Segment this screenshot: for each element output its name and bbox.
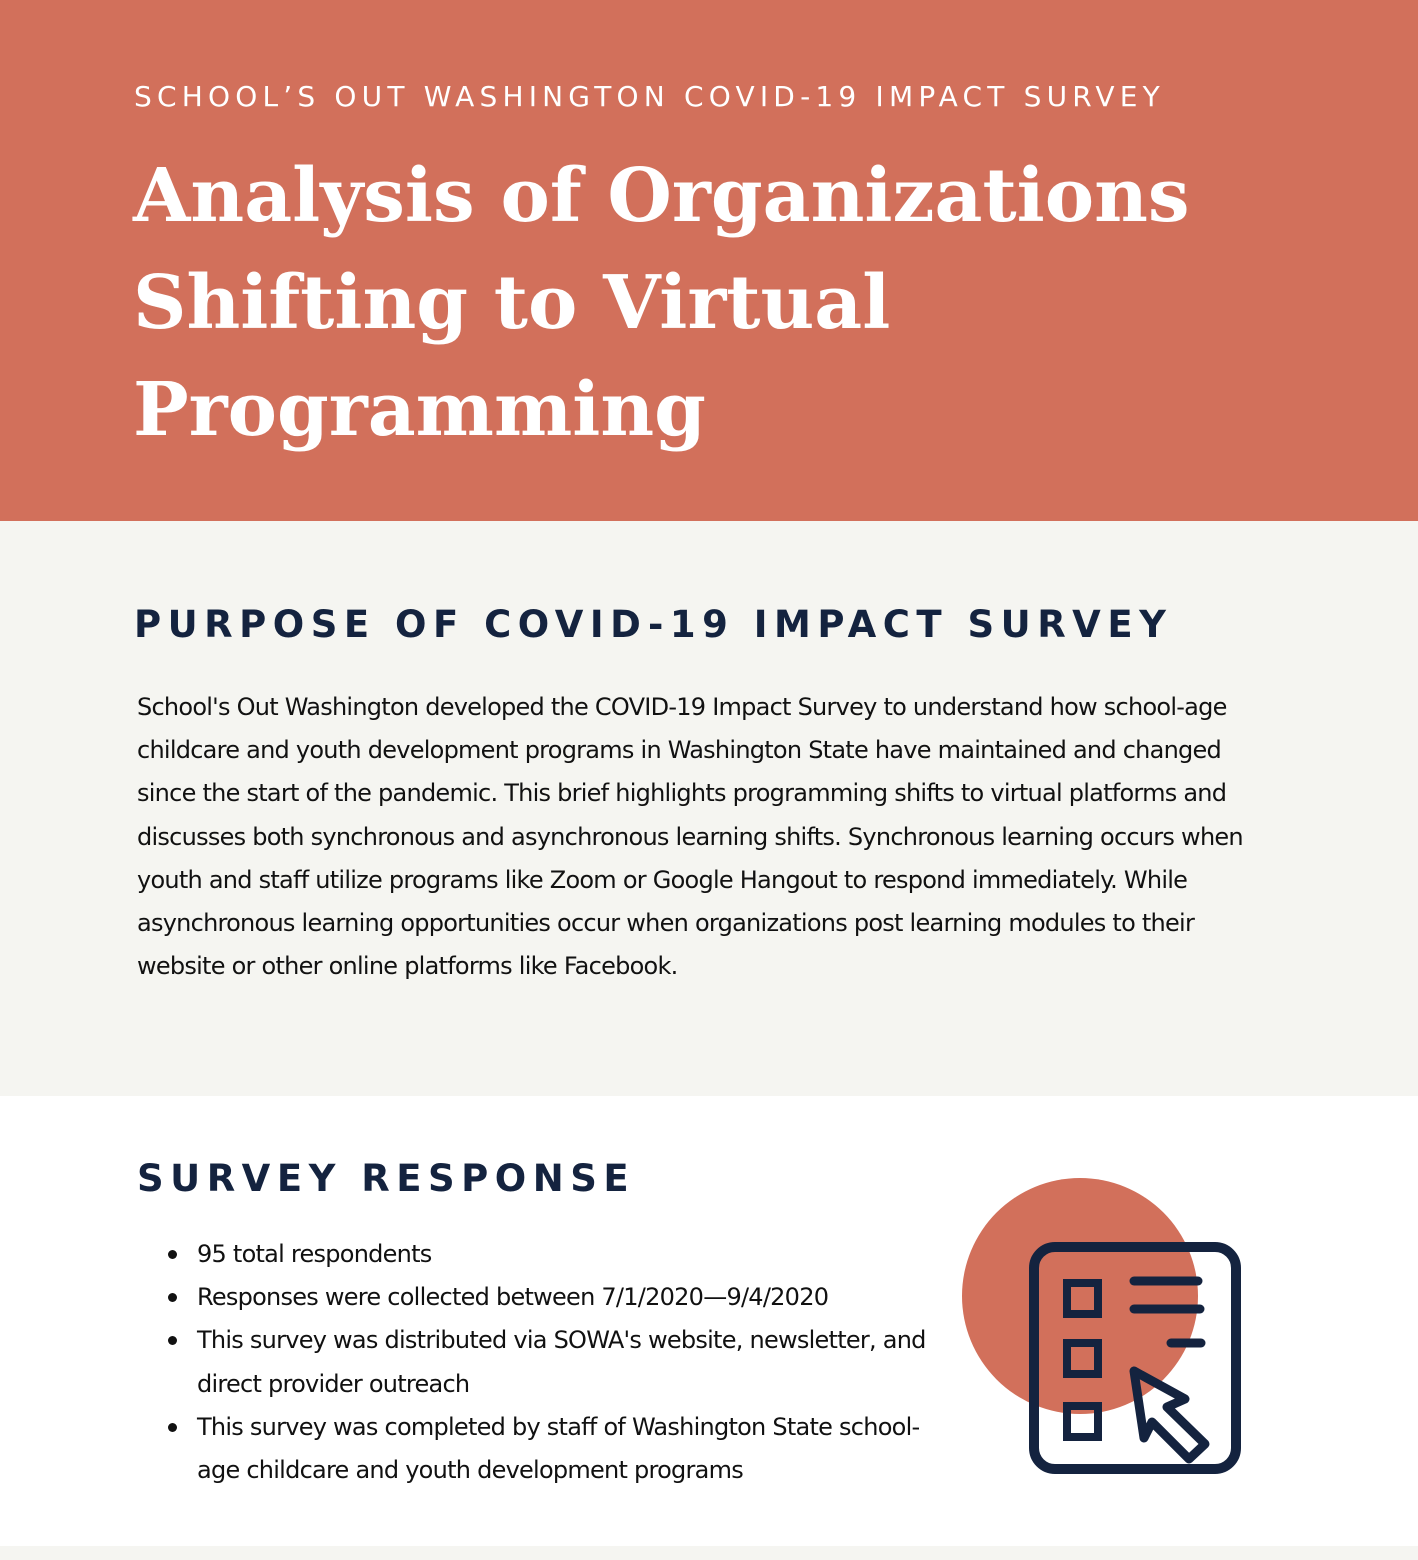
survey-checklist-cursor-icon <box>960 1176 1250 1476</box>
title-line: Shifting to Virtual <box>133 260 891 346</box>
title-line: Analysis of Organizations <box>133 153 1190 239</box>
bottom-divider <box>0 1546 1418 1560</box>
title-line: Programming <box>133 367 706 453</box>
list-item: 95 total respondents <box>168 1233 928 1276</box>
survey-eyebrow: SCHOOL’S OUT WASHINGTON COVID-19 IMPACT SURVEY <box>134 80 1165 113</box>
purpose-section <box>0 521 1418 1096</box>
list-item: This survey was completed by staff of Washington State school-age childcare and youth development programs <box>168 1406 928 1492</box>
survey-response-heading: SURVEY RESPONSE <box>137 1157 636 1200</box>
list-item: This survey was distributed via SOWA's website, newsletter, and direct provider outreach <box>168 1319 928 1405</box>
page-title <box>133 143 1373 464</box>
header-banner <box>0 0 1418 521</box>
purpose-heading: PURPOSE OF COVID-19 IMPACT SURVEY <box>134 603 1173 646</box>
survey-response-list <box>168 1233 928 1492</box>
accent-circle-icon <box>962 1178 1198 1414</box>
purpose-paragraph: School's Out Washington developed the COVID-19 Impact Survey to understand how school-age childcare and youth development programs in Washington State have maintained and changed since the start of the pandemic. This brief highlights programming shifts to virtual platforms and discusses both synchronous and asynchronous learning shifts. Synchronous learning occurs when youth and staff utilize programs like Zoom or Google Hangout to respond immediately. While asynchronous learning opportunities occur when organizations post learning modules to their website or other online platforms like Facebook. <box>137 693 1243 981</box>
list-item: Responses were collected between 7/1/2020—9/4/2020 <box>168 1276 928 1319</box>
